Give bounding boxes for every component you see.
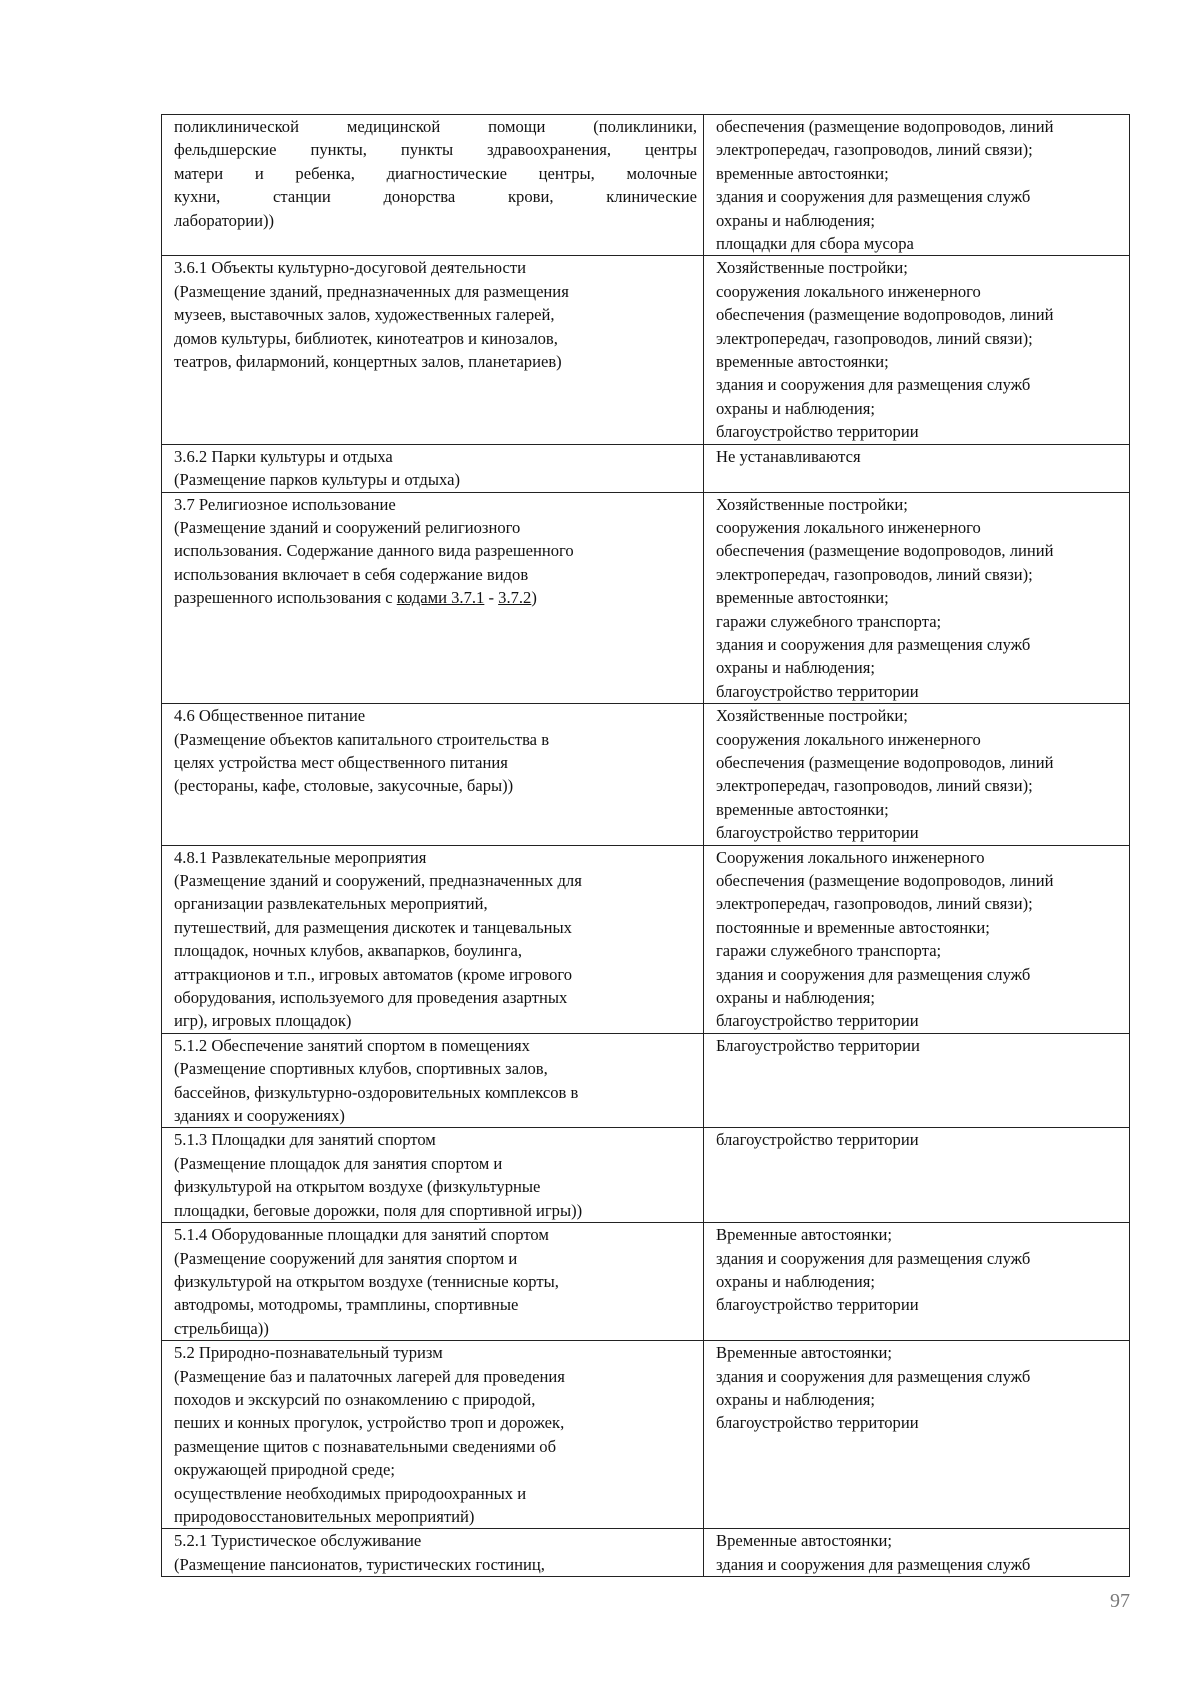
use-type-line: 3.7 Религиозное использование bbox=[174, 494, 396, 514]
auxiliary-use-cell bbox=[704, 1529, 1130, 1577]
use-type-line: (Размещение парков культуры и отдыха) bbox=[174, 470, 460, 490]
table-row bbox=[162, 115, 1130, 256]
land-use-table bbox=[161, 114, 1130, 1577]
auxiliary-use-line: охраны и наблюдения; bbox=[716, 658, 875, 678]
auxiliary-use-line: охраны и наблюдения; bbox=[716, 1389, 875, 1409]
use-type-line: осуществление необходимых природоохранных и bbox=[174, 1483, 527, 1503]
use-type-cell bbox=[162, 444, 704, 492]
use-type-line: 3.6.1 Объекты культурно-досуговой деятельности bbox=[174, 258, 526, 278]
range-separator: - bbox=[484, 588, 499, 608]
auxiliary-use-line: здания и сооружения для размещения служб bbox=[716, 187, 1031, 207]
use-type-line: площадки, беговые дорожки, поля для спортивной игры)) bbox=[174, 1200, 583, 1220]
auxiliary-use-cell bbox=[704, 256, 1130, 444]
use-type-cell bbox=[162, 256, 704, 444]
auxiliary-use-cell bbox=[704, 1223, 1130, 1341]
table-row bbox=[162, 1529, 1130, 1577]
use-type-line: размещение щитов с познавательными сведениями об bbox=[174, 1436, 557, 1456]
table-row bbox=[162, 492, 1130, 704]
auxiliary-use-cell bbox=[704, 115, 1130, 256]
auxiliary-use-cell bbox=[704, 492, 1130, 704]
use-type-cell bbox=[162, 845, 704, 1033]
use-type-line: музеев, выставочных залов, художественных галерей, bbox=[174, 305, 555, 325]
use-type-line: окружающей природной среде; bbox=[174, 1460, 395, 1480]
auxiliary-use-line: охраны и наблюдения; bbox=[716, 210, 875, 230]
use-type-line: (Размещение объектов капитального строительства в bbox=[174, 729, 550, 749]
auxiliary-use-line: Хозяйственные постройки; bbox=[716, 706, 908, 726]
auxiliary-use-line: Временные автостоянки; bbox=[716, 1343, 892, 1363]
use-type-line: театров, филармоний, концертных залов, планетариев) bbox=[174, 352, 562, 372]
use-type-cell bbox=[162, 1128, 704, 1223]
auxiliary-use-cell bbox=[704, 1033, 1130, 1128]
auxiliary-use-line: здания и сооружения для размещения служб bbox=[716, 375, 1031, 395]
use-type-line bbox=[174, 586, 697, 609]
auxiliary-use-line: сооружения локального инженерного bbox=[716, 281, 981, 301]
use-type-line: автодромы, мотодромы, трамплины, спортивные bbox=[174, 1295, 519, 1315]
use-type-line: (Размещение пансионатов, туристических гостиниц, bbox=[174, 1554, 545, 1574]
auxiliary-use-line: здания и сооружения для размещения служб bbox=[716, 1366, 1031, 1386]
auxiliary-use-line: электропередач, газопроводов, линий связи); bbox=[716, 564, 1033, 584]
auxiliary-use-line: охраны и наблюдения; bbox=[716, 988, 875, 1008]
auxiliary-use-line: благоустройство территории bbox=[716, 1011, 919, 1031]
auxiliary-use-cell bbox=[704, 1128, 1130, 1223]
use-type-line: (Размещение площадок для занятия спортом и bbox=[174, 1153, 503, 1173]
use-type-line: (Размещение сооружений для занятия спортом и bbox=[174, 1248, 518, 1268]
auxiliary-use-cell bbox=[704, 704, 1130, 845]
table-body bbox=[162, 115, 1130, 1577]
auxiliary-use-line: обеспечения (размещение водопроводов, линий bbox=[716, 752, 1054, 772]
use-type-line: (рестораны, кафе, столовые, закусочные, бары)) bbox=[174, 776, 514, 796]
auxiliary-use-line: электропередач, газопроводов, линий связи); bbox=[716, 894, 1033, 914]
auxiliary-use-line: здания и сооружения для размещения служб bbox=[716, 964, 1031, 984]
use-type-line: (Размещение спортивных клубов, спортивных залов, bbox=[174, 1059, 548, 1079]
table-row bbox=[162, 1128, 1130, 1223]
table-row bbox=[162, 704, 1130, 845]
use-type-text: разрешенного использования с bbox=[174, 588, 397, 608]
auxiliary-use-line: благоустройство территории bbox=[716, 1295, 919, 1315]
use-type-line: стрельбища)) bbox=[174, 1318, 269, 1338]
use-type-line: 5.2.1 Туристическое обслуживание bbox=[174, 1531, 422, 1551]
table-row bbox=[162, 256, 1130, 444]
auxiliary-use-line: временные автостоянки; bbox=[716, 588, 889, 608]
use-type-cell bbox=[162, 1033, 704, 1128]
auxiliary-use-line: постоянные и временные автостоянки; bbox=[716, 917, 990, 937]
auxiliary-use-line: гаражи служебного транспорта; bbox=[716, 611, 942, 631]
table-row bbox=[162, 845, 1130, 1033]
auxiliary-use-line: временные автостоянки; bbox=[716, 799, 889, 819]
use-type-line: физкультурой на открытом воздухе (теннисные корты, bbox=[174, 1271, 559, 1291]
auxiliary-use-line: обеспечения (размещение водопроводов, линий bbox=[716, 541, 1054, 561]
use-type-line: 5.1.2 Обеспечение занятий спортом в помещениях bbox=[174, 1035, 530, 1055]
auxiliary-use-line: благоустройство территории bbox=[716, 823, 919, 843]
auxiliary-use-cell bbox=[704, 444, 1130, 492]
use-type-line: лаборатории)) bbox=[174, 210, 275, 230]
use-type-cell bbox=[162, 1529, 704, 1577]
table-row bbox=[162, 1223, 1130, 1341]
use-type-cell bbox=[162, 1341, 704, 1529]
auxiliary-use-line: здания и сооружения для размещения служб bbox=[716, 1248, 1031, 1268]
auxiliary-use-line: обеспечения (размещение водопроводов, линий bbox=[716, 305, 1054, 325]
use-type-cell bbox=[162, 492, 704, 704]
use-type-line: 5.2 Природно-познавательный туризм bbox=[174, 1343, 443, 1363]
use-type-line: бассейнов, физкультурно-оздоровительных комплексов в bbox=[174, 1082, 579, 1102]
auxiliary-use-line: благоустройство территории bbox=[716, 681, 919, 701]
table-row bbox=[162, 1033, 1130, 1128]
auxiliary-use-line: охраны и наблюдения; bbox=[716, 1271, 875, 1291]
use-type-line: игр), игровых площадок) bbox=[174, 1011, 352, 1031]
auxiliary-use-line: гаражи служебного транспорта; bbox=[716, 941, 942, 961]
auxiliary-use-line: электропередач, газопроводов, линий связи); bbox=[716, 328, 1033, 348]
auxiliary-use-line: сооружения локального инженерного bbox=[716, 517, 981, 537]
code-link[interactable]: кодами 3.7.1 bbox=[396, 588, 485, 608]
use-type-line: фельдшерские пункты, пункты здравоохранения, центры bbox=[174, 140, 697, 160]
closing-paren: ) bbox=[531, 588, 537, 608]
use-type-line: 4.6 Общественное питание bbox=[174, 706, 366, 726]
auxiliary-use-line: электропередач, газопроводов, линий связи); bbox=[716, 776, 1033, 796]
auxiliary-use-line: Не устанавливаются bbox=[716, 446, 861, 466]
auxiliary-use-line: электропередач, газопроводов, линий связи); bbox=[716, 140, 1033, 160]
use-type-line: 5.1.3 Площадки для занятий спортом bbox=[174, 1130, 436, 1150]
use-type-cell bbox=[162, 115, 704, 256]
code-link[interactable]: 3.7.2 bbox=[498, 588, 532, 608]
auxiliary-use-line: благоустройство территории bbox=[716, 1413, 919, 1433]
use-type-line: (Размещение зданий и сооружений религиозного bbox=[174, 517, 521, 537]
use-type-line: походов и экскурсий по ознакомлению с природой, bbox=[174, 1389, 536, 1409]
auxiliary-use-line: благоустройство территории bbox=[716, 422, 919, 442]
use-type-line: использования включает в себя содержание видов bbox=[174, 564, 529, 584]
use-type-line: физкультурой на открытом воздухе (физкультурные bbox=[174, 1177, 541, 1197]
use-type-line: пеших и конных прогулок, устройство троп и дорожек, bbox=[174, 1413, 565, 1433]
auxiliary-use-line: Сооружения локального инженерного bbox=[716, 847, 985, 867]
use-type-line: поликлинической медицинской помощи (поликлиники, bbox=[174, 117, 697, 136]
auxiliary-use-line: благоустройство территории bbox=[716, 1130, 919, 1150]
use-type-line: зданиях и сооружениях) bbox=[174, 1106, 345, 1126]
auxiliary-use-line: Временные автостоянки; bbox=[716, 1531, 892, 1551]
auxiliary-use-cell bbox=[704, 1341, 1130, 1529]
page-number: 97 bbox=[1110, 1590, 1130, 1612]
use-type-line: (Размещение зданий, предназначенных для размещения bbox=[174, 281, 569, 301]
use-type-line: (Размещение зданий и сооружений, предназначенных для bbox=[174, 871, 582, 890]
use-type-line: целях устройства мест общественного питания bbox=[174, 752, 508, 772]
auxiliary-use-line: площадки для сбора мусора bbox=[716, 234, 914, 254]
use-type-line: 5.1.4 Оборудованные площадки для занятий спортом bbox=[174, 1225, 549, 1245]
table-row bbox=[162, 1341, 1130, 1529]
auxiliary-use-line: здания и сооружения для размещения служб bbox=[716, 634, 1031, 654]
use-type-line: использования. Содержание данного вида разрешенного bbox=[174, 541, 574, 561]
auxiliary-use-line: Временные автостоянки; bbox=[716, 1225, 892, 1245]
use-type-line: природовосстановительных мероприятий) bbox=[174, 1506, 475, 1526]
use-type-line: (Размещение баз и палаточных лагерей для проведения bbox=[174, 1366, 565, 1386]
use-type-line: матери и ребенка, диагностические центры, молочные bbox=[174, 163, 697, 183]
use-type-line: организации развлекательных мероприятий, bbox=[174, 894, 488, 914]
auxiliary-use-line: здания и сооружения для размещения служб bbox=[716, 1554, 1031, 1574]
table-row bbox=[162, 444, 1130, 492]
auxiliary-use-line: временные автостоянки; bbox=[716, 163, 889, 183]
use-type-line: площадок, ночных клубов, аквапарков, боулинга, bbox=[174, 941, 522, 961]
use-type-line: 3.6.2 Парки культуры и отдыха bbox=[174, 446, 393, 466]
auxiliary-use-cell bbox=[704, 845, 1130, 1033]
auxiliary-use-line: временные автостоянки; bbox=[716, 352, 889, 372]
use-type-line: оборудования, используемого для проведения азартных bbox=[174, 988, 568, 1008]
auxiliary-use-line: Благоустройство территории bbox=[716, 1035, 920, 1055]
use-type-line: домов культуры, библиотек, кинотеатров и кинозалов, bbox=[174, 328, 558, 348]
auxiliary-use-line: Хозяйственные постройки; bbox=[716, 258, 908, 278]
use-type-cell bbox=[162, 704, 704, 845]
use-type-line: путешествий, для размещения дискотек и танцевальных bbox=[174, 917, 572, 937]
auxiliary-use-line: сооружения локального инженерного bbox=[716, 729, 981, 749]
auxiliary-use-line: Хозяйственные постройки; bbox=[716, 494, 908, 514]
auxiliary-use-line: обеспечения (размещение водопроводов, линий bbox=[716, 117, 1054, 136]
use-type-line: кухни, станции донорства крови, клинические bbox=[174, 187, 697, 207]
use-type-cell bbox=[162, 1223, 704, 1341]
use-type-line: аттракционов и т.п., игровых автоматов (кроме игрового bbox=[174, 964, 573, 984]
auxiliary-use-line: охраны и наблюдения; bbox=[716, 398, 875, 418]
auxiliary-use-line: обеспечения (размещение водопроводов, линий bbox=[716, 871, 1054, 890]
use-type-line: 4.8.1 Развлекательные мероприятия bbox=[174, 847, 427, 867]
